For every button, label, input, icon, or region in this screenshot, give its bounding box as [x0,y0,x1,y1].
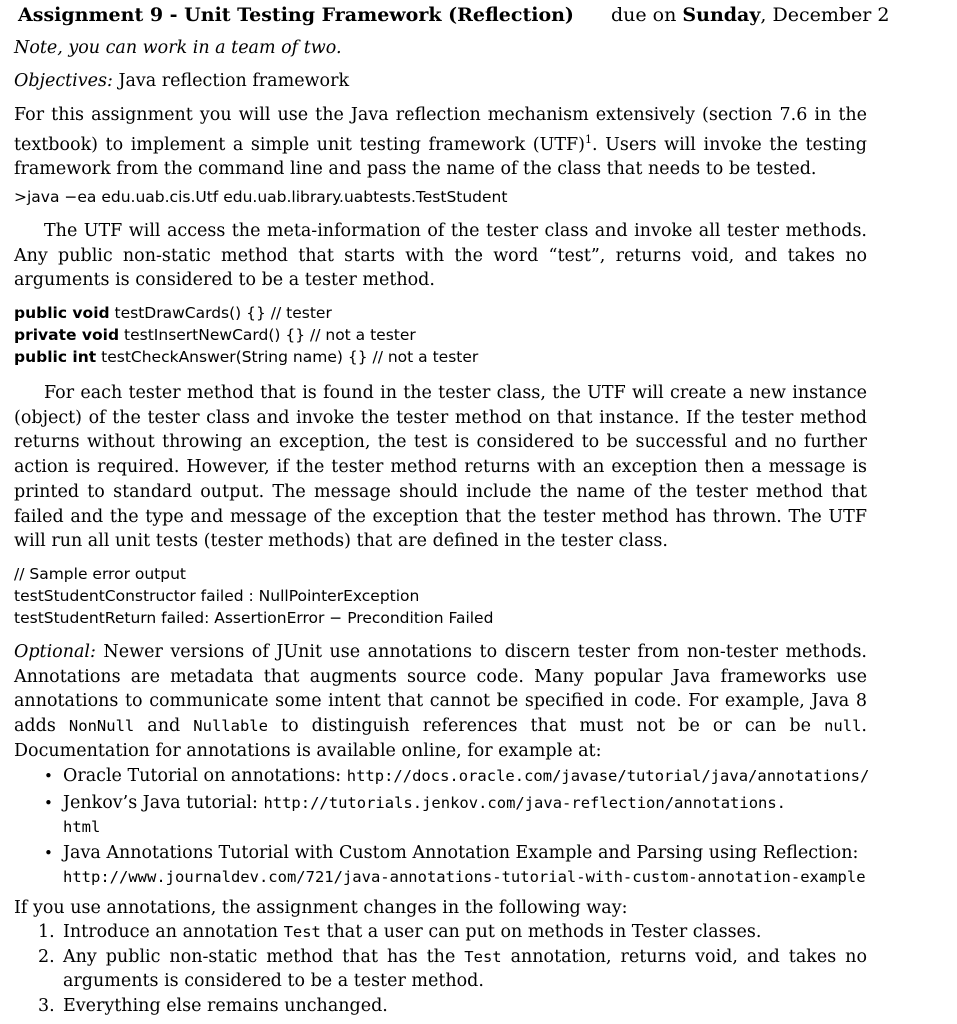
document-page [14,0,890,1017]
bullet-icon: • [44,794,53,812]
intro-text-2: . Users will invoke the testing framework from the command line and pass the name of the class that needs to be tested. [14,134,867,180]
objectives-text: Java reflection framework [112,71,350,91]
change-item: 1. Introduce an annotation Test that a user can put on methods in Tester classes. [14,920,867,945]
objectives [14,69,867,94]
change-item: 3. Everything else remains unchanged. [14,994,867,1019]
changes-list [14,920,867,1019]
due-day: Sunday [682,4,761,26]
sample-output-line: // Sample error output [14,565,186,583]
sample-output-line: testStudentConstructor failed : NullPointerException [14,587,420,605]
footnote-marker: 1 [585,132,593,146]
code-test: Test [464,947,502,966]
change-item: 2. Any public non-static method that has the Test annotation, returns void, and takes no arguments is considered to be a tester method. [38,946,867,992]
item-number: 2. [38,946,55,967]
due-prefix: due on [611,4,683,26]
resource-link[interactable]: http://docs.oracle.com/javase/tutorial/java/annotations/ [346,767,870,785]
code-nullable: Nullable [193,717,268,736]
assignment-header [14,0,890,30]
resource-link-continuation[interactable]: html [63,818,101,836]
resource-list [14,764,957,889]
assignment-title: Assignment 9 - Unit Testing Framework (Reflection) [18,4,574,26]
command-line-example: >java −ea edu.uab.cis.Utf edu.uab.library.uabtests.TestStudent [14,188,508,206]
code-null: null [824,717,862,736]
changes-intro: If you use annotations, the assignment changes in the following way: [14,898,628,918]
intro-text: For this assignment you will use the Java reflection mechanism extensively (section 7.6 in the textbook) to implement a simple unit testing framework (UTF) [14,105,867,155]
sample-output-line: testStudentReturn failed: AssertionError − Precondition Failed [14,609,494,627]
code-example-line: public int testCheckAnswer(String name) {} // not a tester [14,348,479,366]
item-number: 3. [38,996,55,1017]
resource-link[interactable]: http://tutorials.jenkov.com/java-reflection/annotations. [263,794,787,812]
resource-link[interactable]: http://www.journaldev.com/721/java-annotations-tutorial-with-custom-annotation-example [63,868,866,886]
item-number: 1. [38,922,55,942]
resource-item: • Jenkov’s Java tutorial: http://tutorials.jenkov.com/java-reflection/annotations. html [14,791,957,839]
bullet-icon: • [44,844,53,862]
tester-definition-paragraph: The UTF will access the meta-information of the tester class and invoke all tester methods. Any public non-static method that starts with the word “test”, returns void, and takes no arguments is considered to be a tester method. [14,221,867,291]
optional-paragraph: Optional: Newer versions of JUnit use annotations to discern tester from non-tester methods. Annotations are metadata that augments source code. Many popular Java frameworks use annotations to communicate some intent that cannot be specified in code. For example, Java 8 adds NonNull and Nullable to distinguish references that must not be or can be null. Documentation for annotations is available online, for example at: [14,642,867,761]
due-date-text: , December 2 [760,4,890,26]
objectives-label: Objectives: [14,71,113,91]
code-nonnull: NonNull [68,717,135,736]
resource-item: • Java Annotations Tutorial with Custom Annotation Example and Parsing using Reflection: http://www.journaldev.com/721/java-annotations-tutorial-with-custom-annotation-example [14,841,957,889]
code-example-line: public void testDrawCards() {} // tester [14,304,332,322]
team-note: Note, you can work in a team of two. [14,38,342,58]
resource-item: • Oracle Tutorial on annotations: http://docs.oracle.com/javase/tutorial/java/annotations/ [44,766,870,786]
sample-error-output [14,563,867,629]
bullet-icon: • [44,767,53,785]
optional-label: Optional: [14,642,96,662]
code-example-line: private void testInsertNewCard() {} // not a tester [14,326,416,344]
code-test: Test [283,923,321,941]
code-examples [14,302,867,368]
intro-paragraph [14,103,867,182]
due-date [611,0,889,30]
tester-execution-paragraph: For each tester method that is found in the tester class, the UTF will create a new instance (object) of the tester class and invoke the tester method on that instance. If the tester method returns without throwing an exception, the test is considered to be successful and no further action is required. However, if the tester method returns with an exception then a message is printed to standard output. The message should include the name of the tester method that failed and the type and message of the exception that the tester method has thrown. The UTF will run all unit tests (tester methods) that are defined in the tester class. [14,383,867,552]
